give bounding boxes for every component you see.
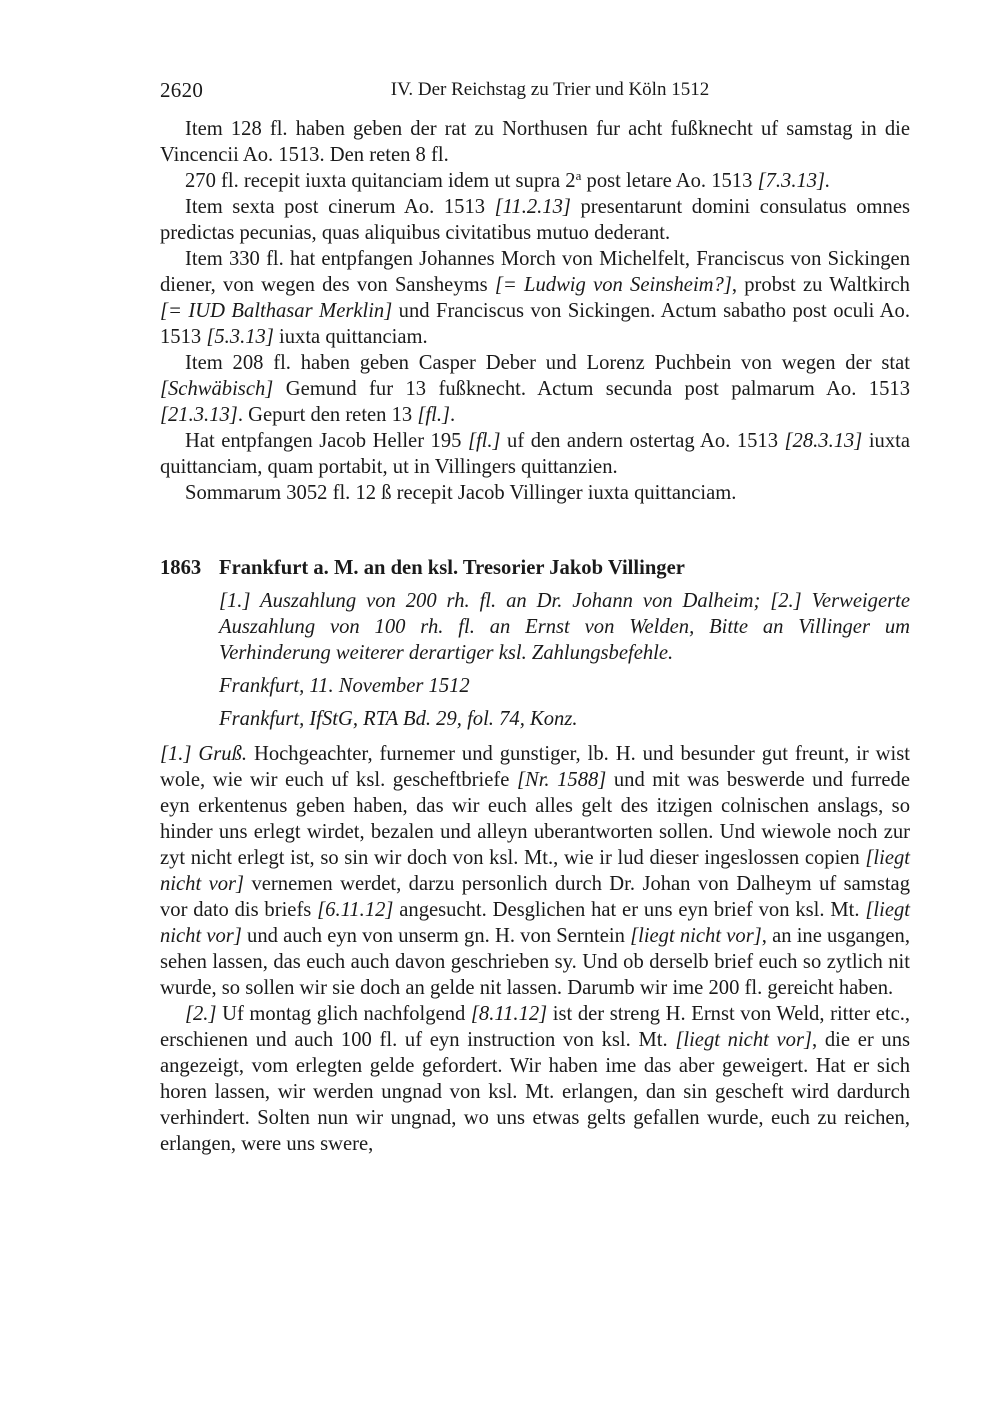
- page-number: 2620: [160, 78, 204, 102]
- document-source: Frankfurt, IfStG, RTA Bd. 29, fol. 74, Konz.: [219, 708, 578, 730]
- body-paragraph: [1.] Gruß. Hochgeachter, furnemer und gunstiger, lb. H. und besunder gut freunt, ir wist wole, wie wir euch uf ksl. gescheftbriefe [Nr. 1588] und mit was beswerde und furrede eyn erkentenus geben haben, das wir euch alles gelt des itzigen colnischen anslags, so hinder uns erlegt wirdet, bezalen und alleyn uberantworten sollen. Und wiewole noch zur zyt nicht erlegt ist, so sin wir doch von ksl. Mt., wie ir lud dieser ingeslossen copien [liegt nicht vor] vernemen werdet, darzu personlich durch Dr. Johan von Dalheym uf samstag vor dato dis briefs [6.11.12] angesucht. Desglichen hat er uns eyn brief von ksl. Mt. [liegt nicht vor] und auch eyn von unserm gn. H. von Serntein [liegt nicht vor], an ine usgangen, sehen lassen, das euch auch davon geschrieben sy. Und ob derselb brief euch so zytlich nit wurde, so sollen wir sie doch an gelde nit lassen. Darumb wir ime 200 fl. gereicht haben.: [160, 743, 910, 999]
- entry-paragraph: Item 208 fl. haben geben Casper Deber und Lorenz Puchbein von wegen der stat [Schwäbisch] Gemund fur 13 fußknecht. Actum secunda post palmarum Ao. 1513 [21.3.13]. Gepurt den reten 13 [fl.].: [160, 352, 910, 426]
- entry-paragraph: Hat entpfangen Jacob Heller 195 [fl.] uf den andern ostertag Ao. 1513 [28.3.13] iuxta quittanciam, quam portabit, ut in Villingers quittanzien.: [160, 430, 911, 478]
- document-number: 1863: [160, 557, 202, 579]
- entry-paragraph: Sommarum 3052 fl. 12 ß recepit Jacob Villinger iuxta quittanciam.: [185, 482, 737, 504]
- document-heading: [160, 554, 910, 582]
- document-regest: [1.] Auszahlung von 200 rh. fl. an Dr. Johann von Dalheim; [2.] Verweigerte Auszahlung von 100 rh. fl. an Ernst von Welden, Bitte an Villinger um Verhinderung weiterer derartiger ksl. Zahlungsbefehle.: [219, 590, 910, 664]
- running-title: IV. Der Reichstag zu Trier und Köln 1512: [390, 79, 710, 100]
- entry-paragraph: Item 128 fl. haben geben der rat zu Northusen fur acht fußknecht uf samstag in die Vincencii Ao. 1513. Den reten 8 fl.: [160, 118, 910, 166]
- page: [160, 78, 910, 1157]
- running-head: [160, 78, 910, 108]
- entry-paragraph: Item sexta post cinerum Ao. 1513 [11.2.13] presentarunt domini consulatus omnes predictas pecunias, quas aliquibus civitatibus mutuo dederant.: [160, 196, 910, 244]
- document-date: Frankfurt, 11. November 1512: [219, 675, 470, 697]
- entry-paragraph: 270 fl. recepit iuxta quitanciam idem ut supra 2$^a$ post letare Ao. 1513 [7.3.13].: [185, 168, 831, 192]
- document-title: Frankfurt a. M. an den ksl. Tresorier Jakob Villinger: [219, 557, 685, 579]
- entry-paragraph: Item 330 fl. hat entpfangen Johannes Morch von Michelfelt, Franciscus von Sickingen diener, von wegen des von Sansheyms [= Ludwig von Seinsheim?], probst zu Waltkirch [= IUD Balthasar Merklin] und Franciscus von Sickingen. Actum sabatho post oculi Ao. 1513 [5.3.13] iuxta quittanciam.: [160, 248, 910, 348]
- body-paragraph: [2.] Uf montag glich nachfolgend [8.11.12] ist der streng H. Ernst von Weld, ritter etc., erschienen und auch 100 fl. uf eyn instruction von ksl. Mt. [liegt nicht vor], die er uns angezeigt, vom erlegten gelde gefordert. Wir haben ime das aber geweigert. Hat er sich horen lassen, wir werden ungnad von ksl. Mt. erlangen, dan sin gescheft wird dardurch verhindert. Solten nun wir ungnad, wo uns etwas gelts gefallen wurde, euch zu reichen, erlangen, were uns swere,: [160, 1003, 911, 1155]
